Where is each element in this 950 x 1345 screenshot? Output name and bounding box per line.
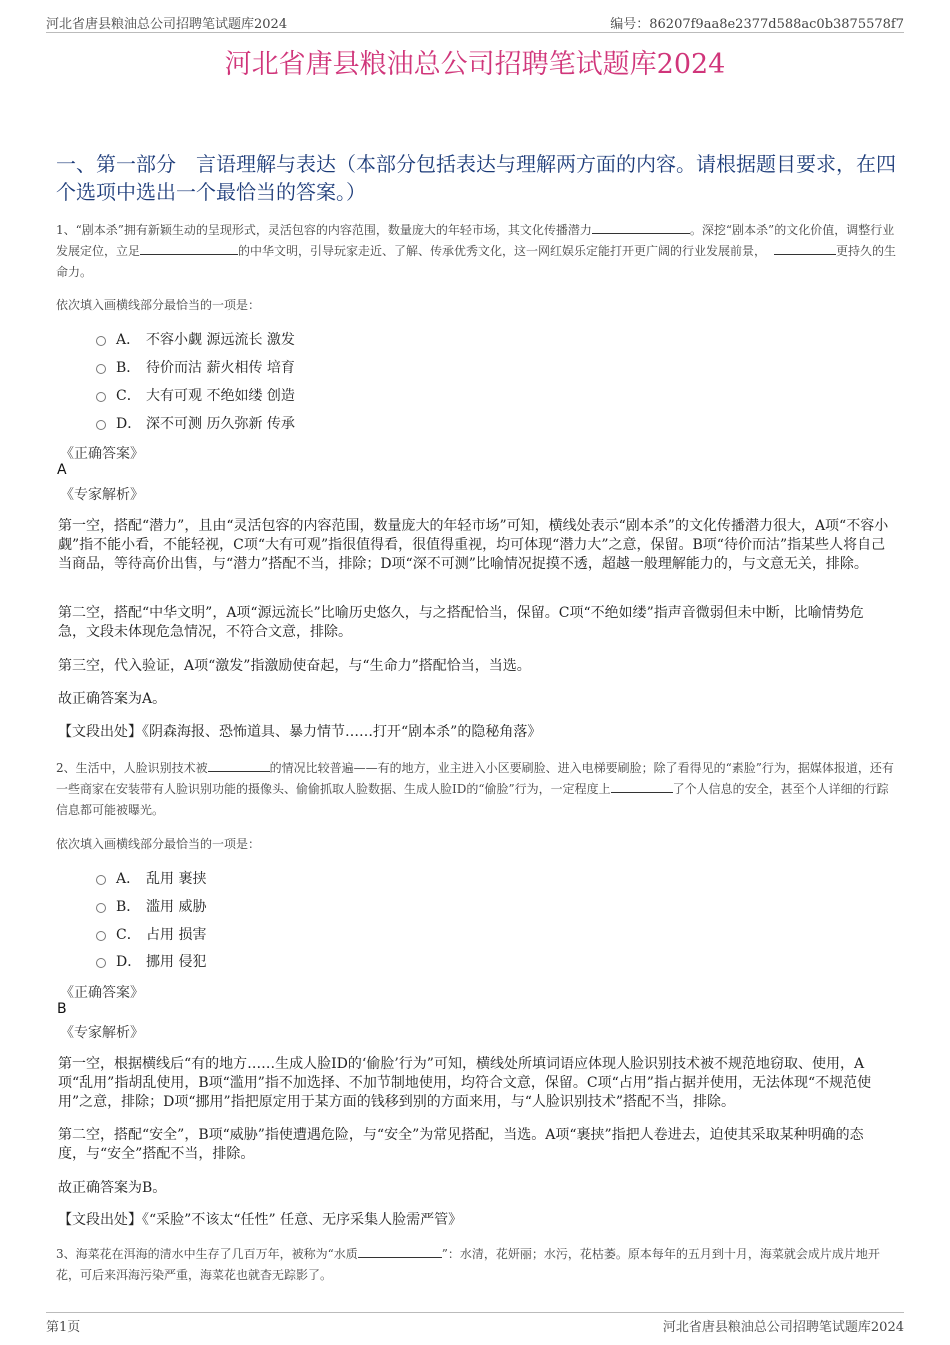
fill-blank [358,1244,442,1258]
radio-icon[interactable] [96,364,106,374]
fill-blank [592,220,690,234]
analysis-conclusion: 故正确答案为A。 [58,691,167,707]
footer-title: 河北省唐县粮油总公司招聘笔试题库2024 [662,1320,904,1335]
analysis-paragraph: 第一空，根据横线后“有的地方……生成人脸ID的‘偷脸’行为”可知，横线处所填词语应体现人脸识别技术被不规范地窃取、使用，A项“乱用”指胡乱使用，B项“滥用”指不加选择、不加节制地使用，均符合文意，保留。C项“占用”指占据并使用，无法体现“不规范使用”之意，排除；D项“挪用”指把原定用于某方面的钱移到别的方面来用，与“人脸识别技术”搭配不当，排除。 [58,1056,872,1110]
q2-option-b[interactable]: B． 滥用 威胁 [96,896,206,916]
radio-icon[interactable] [96,875,106,885]
question-2-stem: 2、生活中，人脸识别技术被 的情况比较普遍——有的地方，业主进入小区要刷脸、进入电梯要刷脸；除了看得见的“素脸”行为，据媒体报道，还有一些商家在安装带有人脸识别功能的摄像头、偷偷抓取人脸数据、生成人脸ID的“偷脸”行为，一定程度上 了个人信息的安全，甚至个人详细的行踪信息都可能被曝光。 [56,758,900,821]
radio-icon[interactable] [96,336,106,346]
header-title: 河北省唐县粮油总公司招聘笔试题库2024 [46,17,288,32]
q2-option-d[interactable]: D． 挪用 侵犯 [96,951,206,971]
q1-option-c[interactable]: C． 大有可观 不绝如缕 创造 [96,385,295,405]
correct-answer-label: 《正确答案》 [60,446,144,462]
radio-icon[interactable] [96,392,106,402]
source-citation: 【文段出处】《“采脸”不该太“任性” 任意、无序采集人脸需严管》 [58,1212,463,1228]
radio-icon[interactable] [96,931,106,941]
expert-analysis-label: 《专家解析》 [60,1025,144,1041]
page-footer [46,1312,904,1333]
section-heading: 一、第一部分 言语理解与表达（本部分包括表达与理解两方面的内容。请根据题目要求，在四个选项中选出一个最恰当的答案。） [56,152,896,204]
question-1-prompt: 依次填入画横线部分最恰当的一项是： [56,298,261,312]
q1-option-b[interactable]: B． 待价而沽 薪火相传 培育 [96,357,295,377]
q1-option-d[interactable]: D． 深不可测 历久弥新 传承 [96,413,295,433]
page-number: 第1页 [46,1320,81,1335]
source-citation: 【文段出处】《阴森海报、恐怖道具、暴力情节……打开“剧本杀”的隐秘角落》 [58,724,542,740]
question-1-stem: 1、“剧本杀”拥有新颖生动的呈现形式，灵活包容的内容范围，数量庞大的年轻市场，其文化传播潜力 。深挖“剧本杀”的文化价值，调整行业发展定位，立足 的中华文明，引导玩家走近、了解、传承优秀文化，这一网红娱乐定能打开更广阔的行业发展前景， 更持久的生命力。 [56,220,900,283]
correct-answer-label: 《正确答案》 [60,985,144,1001]
header-doc-id: 编号：86207f9aa8e2377d588ac0b3875578f7 [610,17,904,32]
correct-answer: B [57,1001,67,1017]
analysis-paragraph: 第三空，代入验证，A项“激发”指激励使奋起，与“生命力”搭配恰当，当选。 [58,658,531,674]
fill-blank [774,241,836,255]
correct-answer: A [57,462,67,478]
fill-blank [208,758,270,772]
q2-option-a[interactable]: A． 乱用 裹挟 [96,868,206,888]
expert-analysis-label: 《专家解析》 [60,487,144,503]
fill-blank [611,779,673,793]
q2-option-c[interactable]: C． 占用 损害 [96,924,206,944]
analysis-paragraph: 第二空，搭配“安全”，B项“威胁”指使遭遇危险，与“安全”为常见搭配，当选。A项“裹挟”指把人卷进去，迫使其采取某种明确的态度，与“安全”搭配不当，排除。 [58,1127,864,1162]
radio-icon[interactable] [96,903,106,913]
page-header [46,10,904,33]
question-3-stem: 3、海菜花在洱海的清水中生存了几百万年，被称为“水质 ”：水清，花妍丽；水污，花枯萎。原本每年的五月到十月，海菜就会成片成片地开花，可后来洱海污染严重，海菜花也就杳无踪影了。 [56,1244,900,1286]
analysis-paragraph: 第一空，搭配“潜力”，且由“灵活包容的内容范围，数量庞大的年轻市场”可知，横线处表示“剧本杀”的文化传播潜力很大，A项“不容小觑”指不能小看，不能轻视，C项“大有可观”指很值得看，很值得重视，均可体现“潜力大”之意，保留。B项“待价而沽”指某些人将自己当商品，等待高价出售，与“潜力”搭配不当，排除；D项“深不可测”比喻情况捉摸不透，超越一般理解能力的，与文意无关，排除。 [58,518,889,572]
radio-icon[interactable] [96,420,106,430]
radio-icon[interactable] [96,958,106,968]
analysis-paragraph: 第二空，搭配“中华文明”，A项“源远流长”比喻历史悠久，与之搭配恰当，保留。C项“不绝如缕”指声音微弱但未中断，比喻情势危急，文段未体现危急情况，不符合文意，排除。 [58,605,864,640]
q1-option-a[interactable]: A． 不容小觑 源远流长 激发 [96,329,295,349]
analysis-conclusion: 故正确答案为B。 [58,1180,167,1196]
question-2-prompt: 依次填入画横线部分最恰当的一项是： [56,837,261,851]
fill-blank [140,241,238,255]
page-title: 河北省唐县粮油总公司招聘笔试题库2024 [224,49,726,80]
